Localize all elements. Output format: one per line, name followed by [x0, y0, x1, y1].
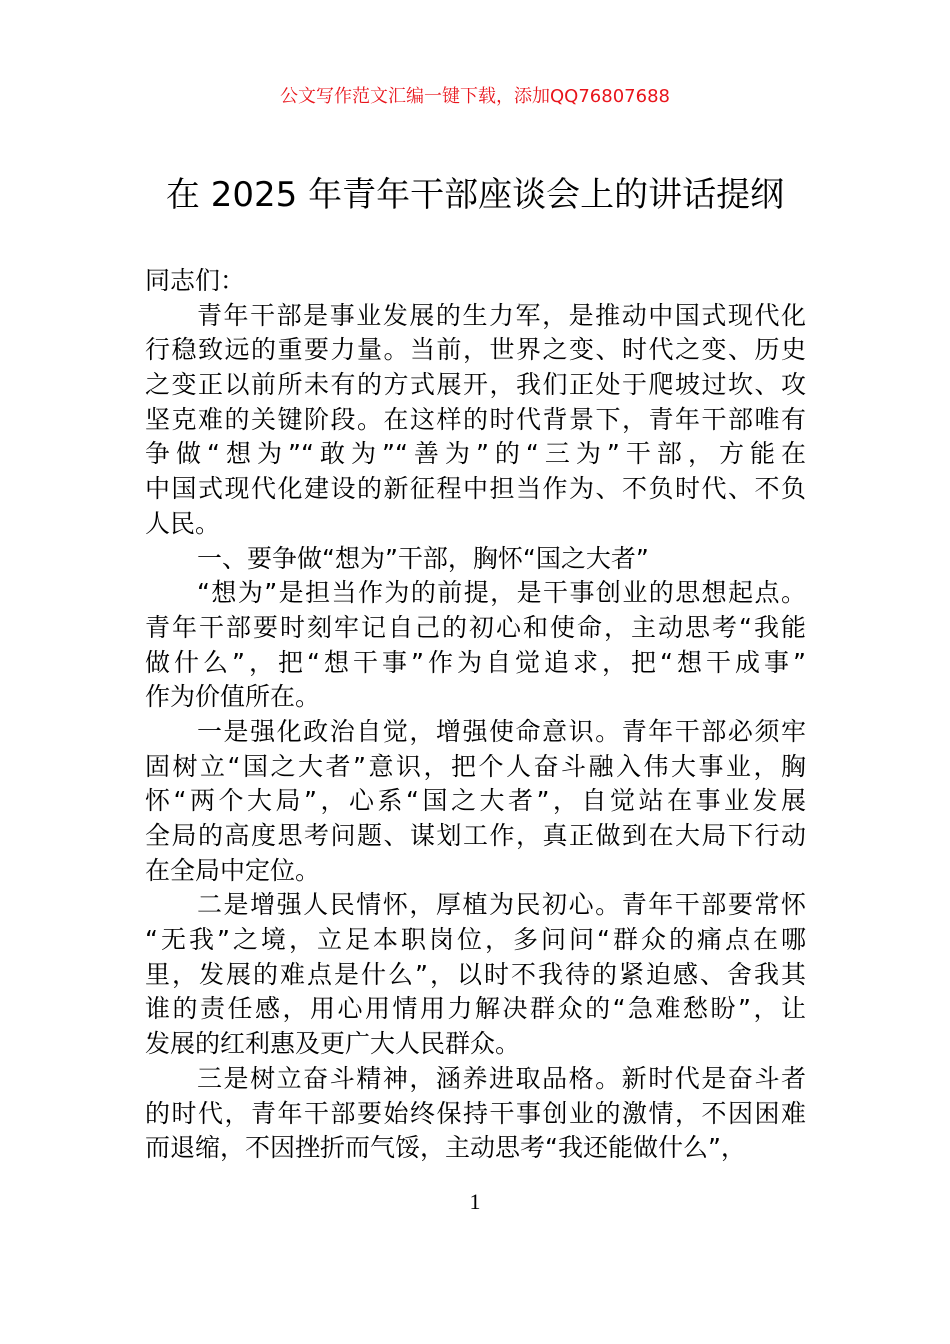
text-line: 三是树立奋斗精神，涵养进取品格。新时代是奋斗者 — [197, 1063, 806, 1093]
text-line: 做什么”，把“想干事”作为自觉追求，把“想干成事” — [145, 647, 806, 677]
text-line: 青年干部要时刻牢记自己的初心和使命，主动思考“我能 — [145, 612, 806, 642]
text-line: 人民。 — [145, 508, 221, 538]
paragraph — [145, 888, 806, 1061]
text-line: 争做“想为”“敢为”“善为”的“三为”干部，方能在 — [145, 439, 806, 469]
text-line: 的时代，青年干部要始终保持干事创业的激情，不因困难 — [145, 1098, 806, 1128]
text-line: 坚克难的关键阶段。在这样的时代背景下，青年干部唯有 — [145, 404, 806, 434]
text-line: “无我”之境，立足本职岗位，多问问“群众的痛点在哪 — [145, 925, 806, 955]
document-body — [145, 264, 806, 1166]
text-line: 固树立“国之大者”意识，把个人奋斗融入伟大事业，胸 — [145, 751, 806, 781]
header-note: 公文写作范文汇编一键下载，添加QQ76807688 — [280, 86, 670, 107]
text-line: “想为”是担当作为的前提，是干事创业的思想起点。 — [197, 578, 806, 608]
text-line: 之变正以前所未有的方式展开，我们正处于爬坡过坎、攻 — [145, 370, 806, 400]
paragraph — [145, 542, 806, 577]
document-title: 在 2025 年青年干部座谈会上的讲话提纲 — [165, 175, 785, 215]
paragraph — [145, 1062, 806, 1166]
paragraph — [145, 264, 806, 299]
paragraph — [145, 715, 806, 888]
text-line: 作为价值所在。 — [145, 682, 321, 712]
text-line: 谁的责任感，用心用情用力解决群众的“急难愁盼”，让 — [145, 994, 806, 1024]
text-line: 同志们： — [145, 266, 246, 295]
page-number: 1 — [469, 1189, 481, 1214]
text-line: 全局的高度思考问题、谋划工作，真正做到在大局下行动 — [145, 821, 806, 850]
paragraph — [145, 576, 806, 715]
text-line: 青年干部是事业发展的生力军，是推动中国式现代化 — [197, 300, 806, 330]
text-line: 行稳致远的重要力量。当前，世界之变、时代之变、历史 — [145, 335, 806, 365]
text-line: 里，发展的难点是什么”，以时不我待的紧迫感、舍我其 — [145, 959, 806, 989]
text-line: 一是强化政治自觉，增强使命意识。青年干部必须牢 — [197, 716, 806, 746]
text-line: 怀“两个大局”，心系“国之大者”，自觉站在事业发展 — [145, 786, 806, 816]
paragraph — [145, 299, 806, 542]
text-line: 而退缩，不因挫折而气馁，主动思考“我还能做什么”， — [145, 1133, 746, 1163]
text-line: 发展的红利惠及更广大人民群众。 — [145, 1029, 521, 1059]
text-line: 一、要争做“想为”干部，胸怀“国之大者” — [197, 543, 649, 573]
text-line: 在全局中定位。 — [145, 855, 321, 885]
text-line: 中国式现代化建设的新征程中担当作为、不负时代、不负 — [145, 474, 806, 504]
text-line: 二是增强人民情怀，厚植为民初心。青年干部要常怀 — [197, 890, 806, 920]
